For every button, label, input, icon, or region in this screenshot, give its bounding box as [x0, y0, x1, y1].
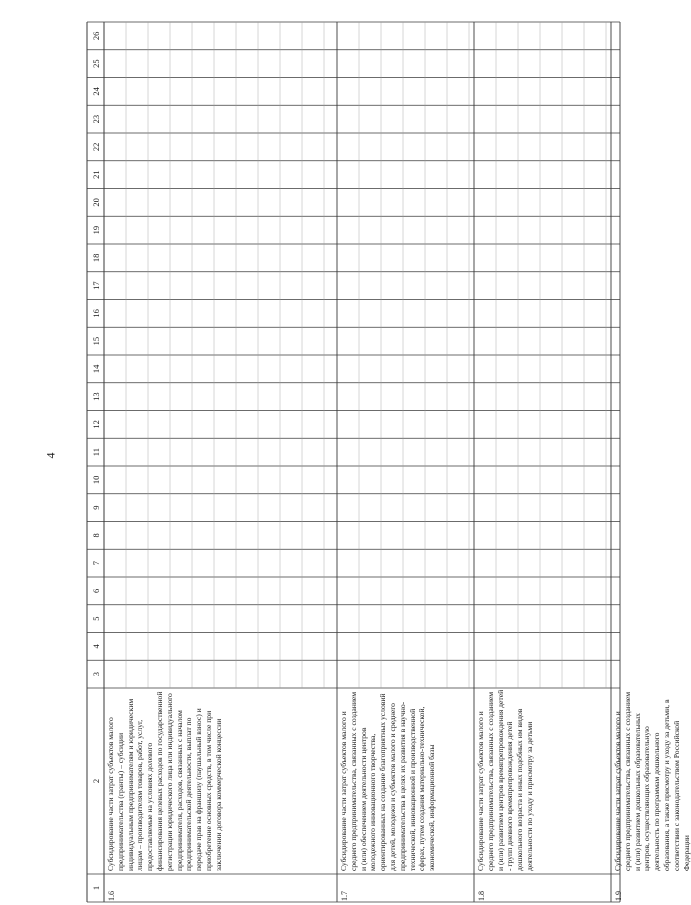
column-header: 13 [91, 392, 101, 401]
column-header: 22 [91, 142, 101, 152]
row-number: 1.6 [107, 891, 116, 901]
column-header: 18 [91, 253, 101, 263]
row-number: 1.8 [477, 891, 486, 901]
column-header: 1 [91, 885, 101, 891]
column-header: 17 [91, 281, 101, 290]
column-header: 5 [91, 616, 101, 621]
row-number: 1.7 [340, 891, 349, 901]
column-header: 12 [91, 420, 101, 429]
column-header: 23 [91, 114, 101, 124]
row-description: Субсидирование части затрат субъектов малого и среднего предпринимательства, связанных с созданием и (или) развитием дошкольных образовательных центров, осуществляющих образовательную деятельность по программам дошкольного образования, а также присмотру и уходу за детьми, в соответствии с законодательством Российской Федерации [613, 691, 691, 871]
column-header: 14 [91, 364, 101, 374]
column-header: 8 [91, 533, 101, 538]
column-header: 25 [91, 59, 101, 68]
column-header: 3 [91, 672, 101, 677]
column-header: 9 [91, 505, 101, 510]
column-header: 6 [91, 588, 101, 593]
column-header: 19 [91, 225, 101, 235]
column-header: 4 [91, 644, 101, 649]
column-header: 10 [91, 475, 101, 485]
column-header: 24 [91, 87, 101, 96]
column-header: 15 [91, 336, 101, 346]
column-header: 21 [91, 170, 101, 179]
column-header: 16 [91, 309, 101, 318]
row-description: Субсидирование части затрат субъектов малого и среднего предпринимательства, связанных с созданием и (или) развитием центров времяпрепровождения детей - групп дневного времяпрепровождения детей дошкольного возраста и иных подобных им видов деятельности по уходу и присмотру за детьми [476, 689, 534, 871]
column-header: 11 [91, 448, 101, 457]
column-header: 2 [91, 778, 101, 784]
column-header: 26 [91, 31, 101, 41]
row-description: Субсидирование части затрат субъектов малого и среднего предпринимательства, связанных с созданием и (или) обеспечением деятельности центров молодежного инновационного творчества, ориентированных на создание благоприятных условий для детей, молодежи и субъектов малого и среднего предпринимательства в целях их развития в научно-технической, инновационной и производственной сферах, путем создания материально-технической, экономической, информационной базы [339, 691, 437, 871]
column-header: 20 [91, 198, 101, 207]
row-description: Субсидирование части затрат субъектов малого предпринимательства (гранты) – субсидии индивидуальным предпринимателям и юридическим лицам – производителям товаров, работ, услуг, предоставляемые на условиях долевого финансирования целевых расходов по государственной регистрации юридического лица или индивидуального предпринимателя, расходов, связанных с началом предпринимательской деятельности, выплат по передаче прав на франшизу (паушальный взнос) и приобретение основных средств, в том числе при заключении договора коммерческой концессии [106, 691, 223, 871]
row-number: 1.9 [614, 891, 623, 901]
page-number: 4 [43, 452, 58, 459]
column-header: 7 [91, 561, 101, 566]
